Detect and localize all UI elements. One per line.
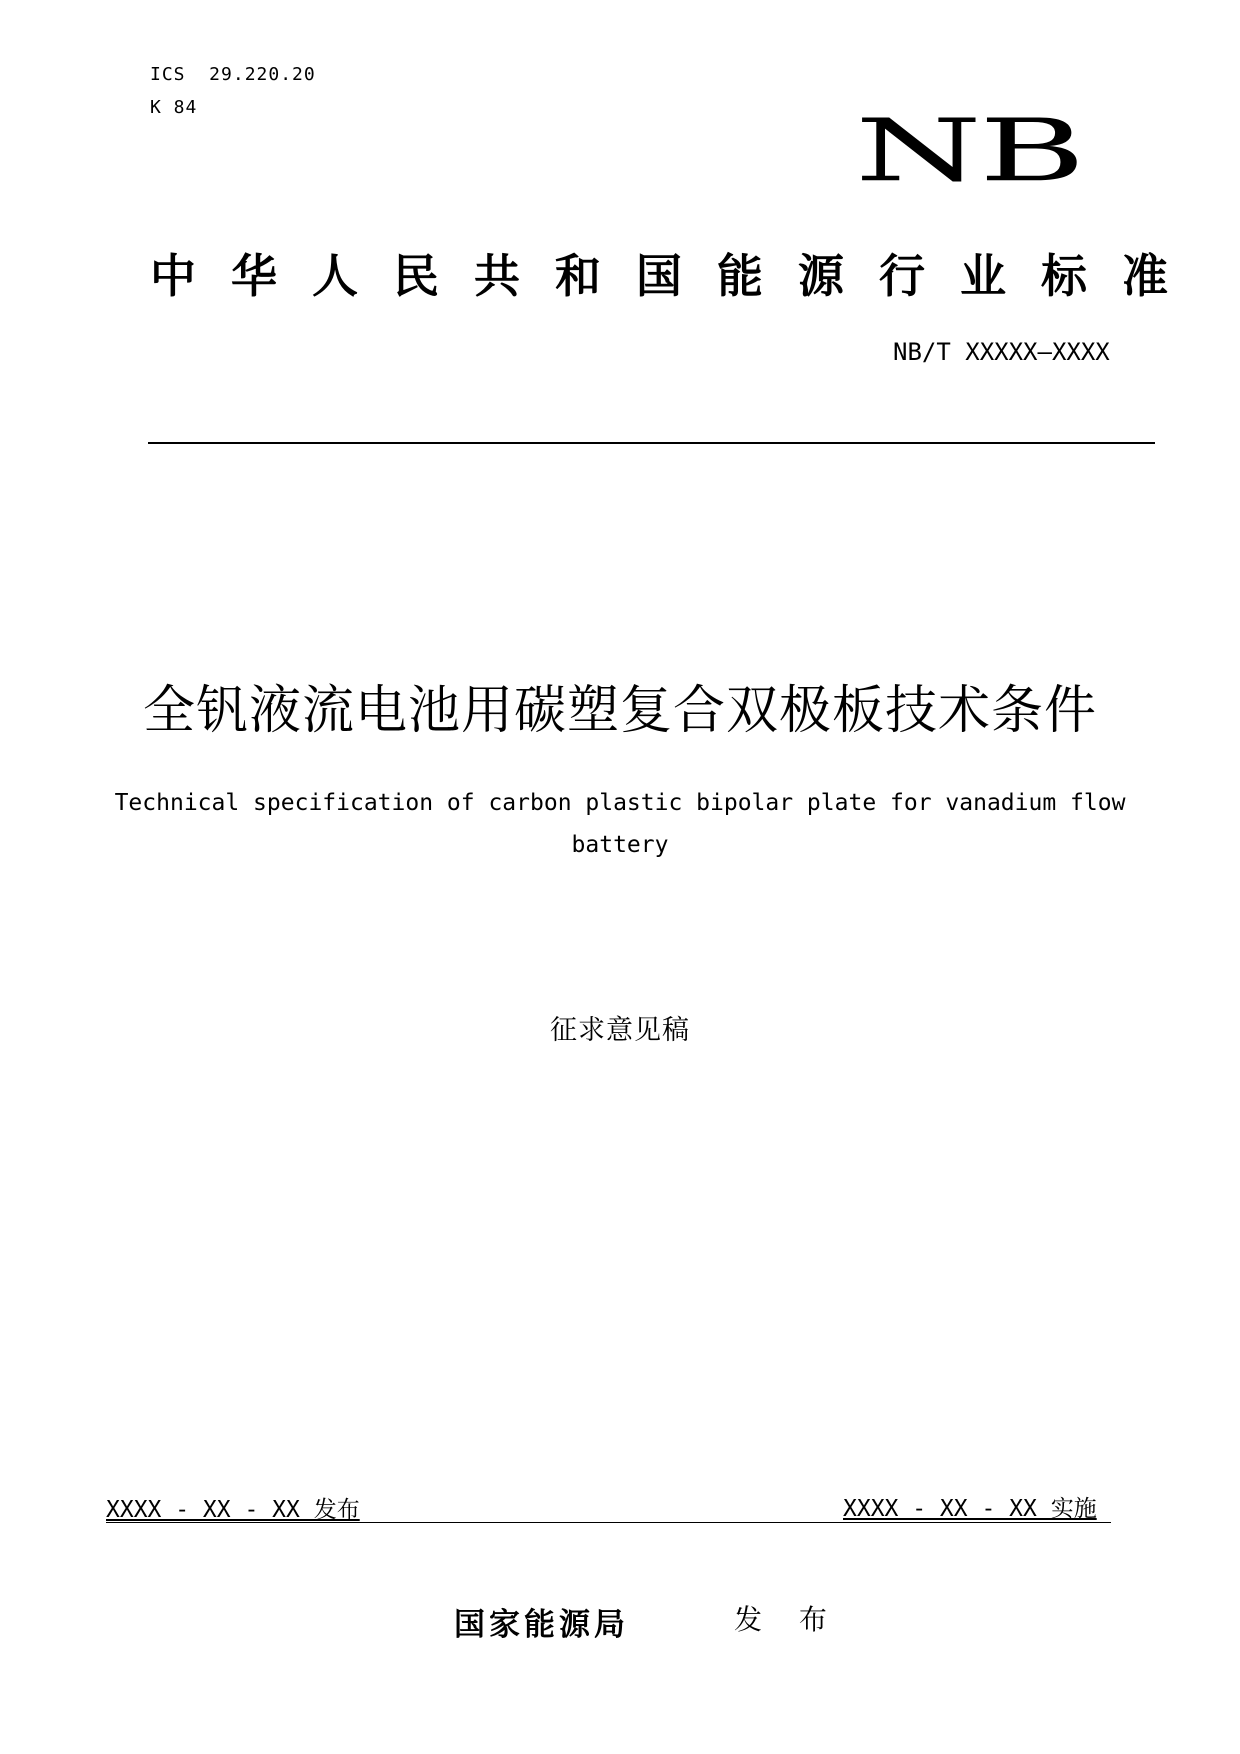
document-title-en: Technical specification of carbon plastic bipolar plate for vanadium flow battery — [114, 790, 1126, 858]
document-title-cn: 全钒液流电池用碳塑复合双极板技术条件 — [142, 681, 1097, 741]
publish-date: XXXX - XX - XX 发布 — [106, 1497, 360, 1523]
publisher-name: 国家能源局 — [454, 1607, 629, 1643]
ccs-code: K 84 — [150, 97, 198, 118]
draft-status: 征求意见稿 — [550, 1015, 690, 1046]
nb-logo: NB — [855, 100, 1083, 201]
org-title: 中华人民共和国能源行业标准 — [150, 249, 1203, 303]
publish-label: 发 布 — [734, 1603, 841, 1636]
header-divider — [148, 442, 1155, 444]
ics-code: ICS 29.220.20 — [150, 64, 316, 85]
footer-divider — [106, 1522, 1111, 1523]
standard-number: NB/T XXXXX—XXXX — [893, 338, 1110, 366]
implement-date: XXXX - XX - XX 实施 — [843, 1496, 1097, 1522]
